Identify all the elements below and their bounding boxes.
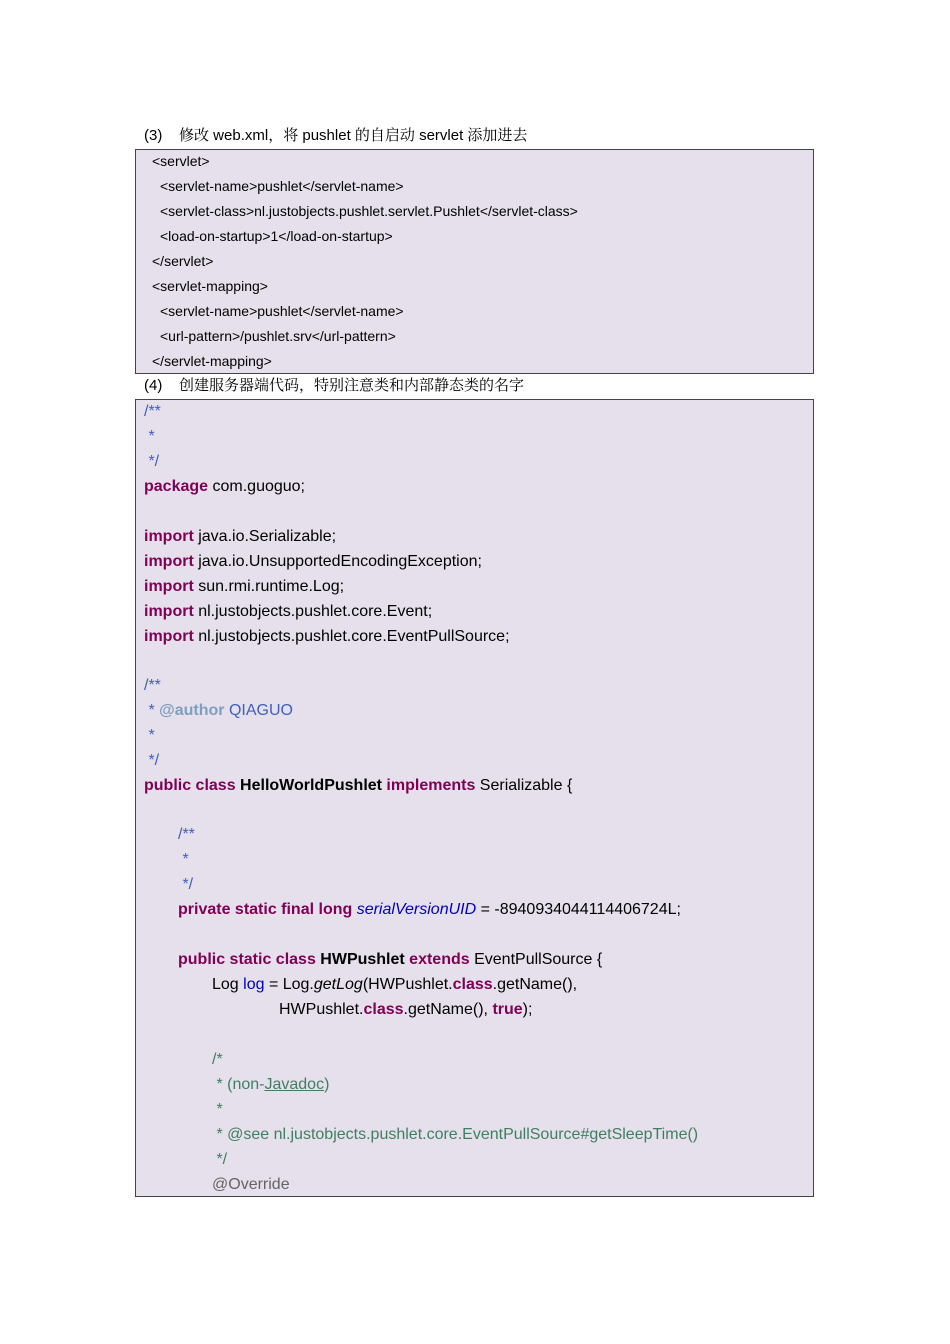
step-number: (4) <box>144 377 163 394</box>
code-text: HWPushlet. <box>279 1001 364 1018</box>
xml-line: <servlet> <box>152 153 210 169</box>
code-text: = -8940934044114406724L; <box>476 901 681 918</box>
code-text: ); <box>522 1001 533 1018</box>
keyword: import <box>144 603 194 620</box>
xml-line: </servlet-mapping> <box>152 353 272 369</box>
code-text: Serializable { <box>475 777 573 794</box>
code-comment: * @see nl.justobjects.pushlet.core.EventPullSource#getSleepTime() <box>212 1126 699 1143</box>
keyword: import <box>144 528 194 545</box>
code-comment: /** <box>144 403 161 420</box>
import-line <box>144 627 510 647</box>
xml-line: <servlet-mapping> <box>152 278 268 294</box>
code-text: .getName(), <box>403 1001 493 1018</box>
import-line <box>144 602 432 622</box>
javadoc-tag: @author <box>159 702 225 719</box>
field-declaration <box>178 900 681 920</box>
keyword: import <box>144 578 194 595</box>
class-name: HWPushlet <box>320 951 405 968</box>
code-comment: * (non- <box>212 1076 265 1093</box>
code-comment: /* <box>212 1051 223 1068</box>
keyword: class <box>363 1001 404 1018</box>
xml-line: </servlet> <box>152 253 214 269</box>
field-name: log <box>243 976 265 993</box>
code-text: Log <box>212 976 244 993</box>
log-declaration <box>212 975 577 995</box>
field-name: serialVersionUID <box>356 901 477 918</box>
keyword: package <box>144 478 209 495</box>
keyword: private static final long <box>178 901 357 918</box>
keyword: public class <box>144 777 241 794</box>
xml-line: <servlet-class>nl.justobjects.pushlet.servlet.Pushlet</servlet-class> <box>160 203 578 219</box>
code-comment: * <box>212 1101 223 1118</box>
keyword: implements <box>381 777 476 794</box>
code-comment: * <box>144 428 155 445</box>
code-comment: ) <box>324 1076 330 1093</box>
class-name: HelloWorldPushlet <box>240 777 382 794</box>
step-4-heading <box>144 376 524 396</box>
code-text: nl.justobjects.pushlet.core.EventPullSource; <box>193 628 510 645</box>
xml-line: <servlet-name>pushlet</servlet-name> <box>160 303 404 319</box>
step-number: (3) <box>144 127 163 144</box>
code-comment: /** <box>144 677 161 694</box>
code-comment: /** <box>178 826 195 843</box>
code-comment: */ <box>178 876 194 893</box>
code-text: java.io.UnsupportedEncodingException; <box>193 553 482 570</box>
keyword: import <box>144 628 194 645</box>
code-text: = Log. <box>264 976 314 993</box>
author-comment <box>144 701 293 721</box>
import-line <box>144 527 336 547</box>
keyword: class <box>452 976 493 993</box>
code-comment: * <box>178 851 189 868</box>
method-name: getLog <box>313 976 363 993</box>
xml-code-box <box>135 149 814 374</box>
keyword: import <box>144 553 194 570</box>
code-text: nl.justobjects.pushlet.core.Event; <box>193 603 433 620</box>
keyword: public static class <box>178 951 321 968</box>
code-text: java.io.Serializable; <box>193 528 337 545</box>
class-declaration <box>144 776 572 796</box>
import-line <box>144 577 344 597</box>
code-text: EventPullSource { <box>469 951 603 968</box>
step-text: 创建服务器端代码，特别注意类和内部静态类的名字 <box>179 377 525 394</box>
inner-class-declaration <box>178 950 602 970</box>
package-line <box>144 477 305 497</box>
code-text: sun.rmi.runtime.Log; <box>193 578 345 595</box>
keyword: true <box>492 1001 523 1018</box>
log-continuation <box>279 1000 532 1020</box>
code-comment: */ <box>144 453 160 470</box>
nonjavadoc-comment <box>212 1075 329 1095</box>
override-annotation: @Override <box>212 1176 290 1193</box>
import-line <box>144 552 482 572</box>
code-comment: * <box>144 727 155 744</box>
xml-line: <load-on-startup>1</load-on-startup> <box>160 228 393 244</box>
xml-line: <url-pattern>/pushlet.srv</url-pattern> <box>160 328 396 344</box>
code-comment: */ <box>212 1151 228 1168</box>
step-3-heading <box>144 126 527 146</box>
xml-line: <servlet-name>pushlet</servlet-name> <box>160 178 404 194</box>
code-text: (HWPushlet. <box>362 976 453 993</box>
code-text: .getName(), <box>492 976 578 993</box>
code-comment: QIAGUO <box>224 702 293 719</box>
keyword: extends <box>404 951 470 968</box>
code-comment: */ <box>144 752 160 769</box>
code-text: com.guoguo; <box>208 478 305 495</box>
code-comment: * <box>144 702 160 719</box>
step-text: 修改 web.xml，将 pushlet 的自启动 servlet 添加进去 <box>179 127 528 144</box>
code-comment: Javadoc <box>264 1076 325 1093</box>
java-code-box <box>135 399 814 1197</box>
